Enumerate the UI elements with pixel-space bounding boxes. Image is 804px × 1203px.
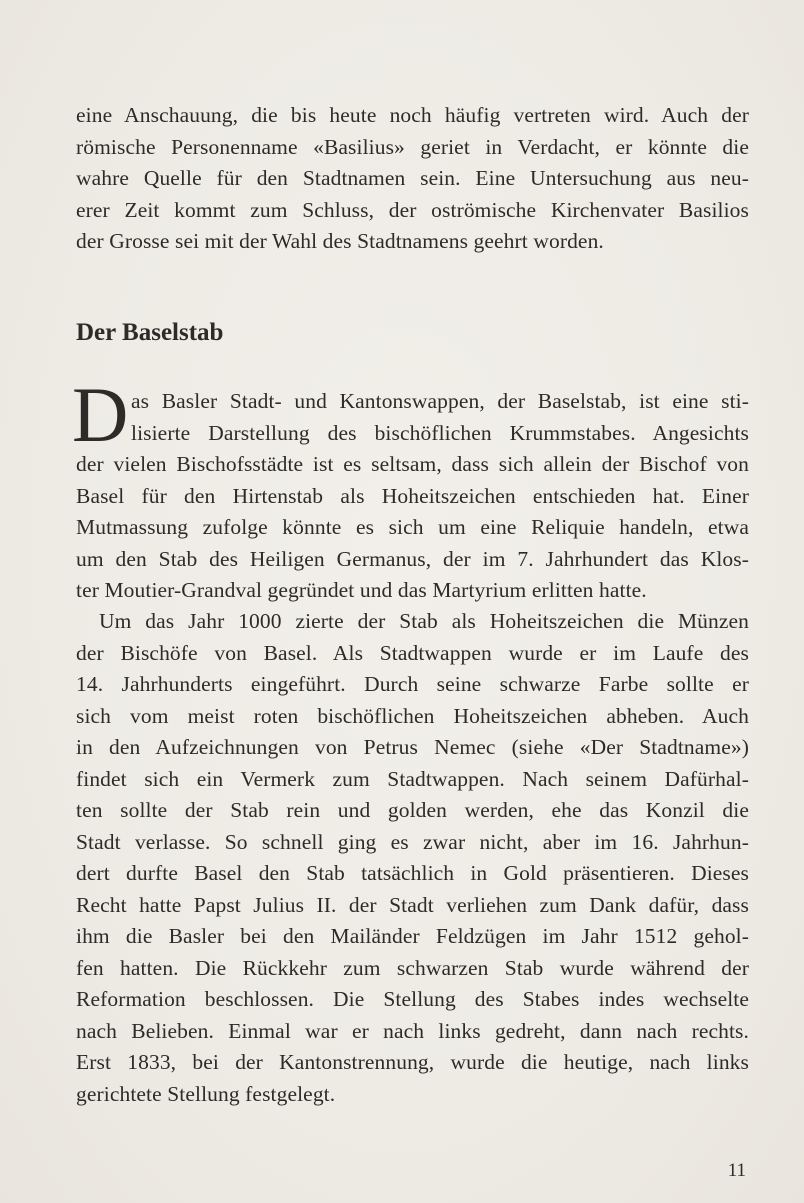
drop-cap: D [72,371,129,458]
intro-line: erer Zeit kommt zum Schluss, der oströmische Kirchenvater Basilios [76,198,749,222]
paragraph2-line: der Bischöfe von Basel. Als Stadtwappen wurde er im Laufe des [76,641,749,665]
paragraph2-line: ten sollte der Stab rein und golden werden, ehe das Konzil die [76,798,749,822]
paragraph2-line: 14. Jahrhunderts eingeführt. Durch seine schwarze Farbe sollte er [76,672,749,696]
paragraph2-line: nach Belieben. Einmal war er nach links gedreht, dann nach rechts. [76,1019,749,1043]
paragraph2-line: Stadt verlasse. So schnell ging es zwar nicht, aber im 16. Jahrhun- [76,830,749,854]
paragraph1-line: lisierte Darstellung des bischöflichen Krummstabes. Angesichts [131,421,749,445]
paragraph2-line: Reformation beschlossen. Die Stellung des Stabes indes wechselte [76,987,749,1011]
paragraph2-line: Recht hatte Papst Julius II. der Stadt verliehen zum Dank dafür, dass [76,893,749,917]
paragraph2-line: Erst 1833, bei der Kantonstrennung, wurde die heutige, nach links [76,1050,749,1074]
intro-line: der Grosse sei mit der Wahl des Stadtnamens geehrt worden. [76,229,604,253]
paragraph1-line: um den Stab des Heiligen Germanus, der im 7. Jahrhundert das Klos- [76,547,749,571]
paragraph1-line: Mutmassung zufolge könnte es sich um eine Reliquie handeln, etwa [76,515,749,539]
intro-line: römische Personenname «Basilius» geriet in Verdacht, er könnte die [76,135,749,159]
paragraph2-line: sich vom meist roten bischöflichen Hoheitszeichen abheben. Auch [76,704,749,728]
page-number: 11 [727,1160,746,1181]
section-heading: Der Baselstab [76,319,224,346]
intro-line: eine Anschauung, die bis heute noch häufig vertreten wird. Auch der [76,103,749,127]
paragraph1-line: Basel für den Hirtenstab als Hoheitszeichen entschieden hat. Einer [76,484,749,508]
paragraph2-line: ihm die Basler bei den Mailänder Feldzügen im Jahr 1512 gehol- [76,924,749,948]
paragraph2-line: gerichtete Stellung festgelegt. [76,1082,336,1106]
paragraph2-line: in den Aufzeichnungen von Petrus Nemec (siehe «Der Stadtname») [76,735,749,759]
paragraph1-line: ter Moutier-Grandval gegründet und das Martyrium erlitten hatte. [76,578,647,602]
paragraph2-line: findet sich ein Vermerk zum Stadtwappen. Nach seinem Dafürhal- [76,767,749,791]
paragraph2-line: Um das Jahr 1000 zierte der Stab als Hoheitszeichen die Münzen [99,609,749,633]
paragraph1-line: as Basler Stadt- und Kantonswappen, der Baselstab, ist eine sti- [131,389,749,413]
paragraph2-line: fen hatten. Die Rückkehr zum schwarzen Stab wurde während der [76,956,749,980]
intro-line: wahre Quelle für den Stadtnamen sein. Eine Untersuchung aus neu- [76,166,749,190]
paragraph2-line: dert durfte Basel den Stab tatsächlich in Gold präsentieren. Dieses [76,861,749,885]
paragraph1-line: der vielen Bischofsstädte ist es seltsam, dass sich allein der Bischof von [76,452,749,476]
